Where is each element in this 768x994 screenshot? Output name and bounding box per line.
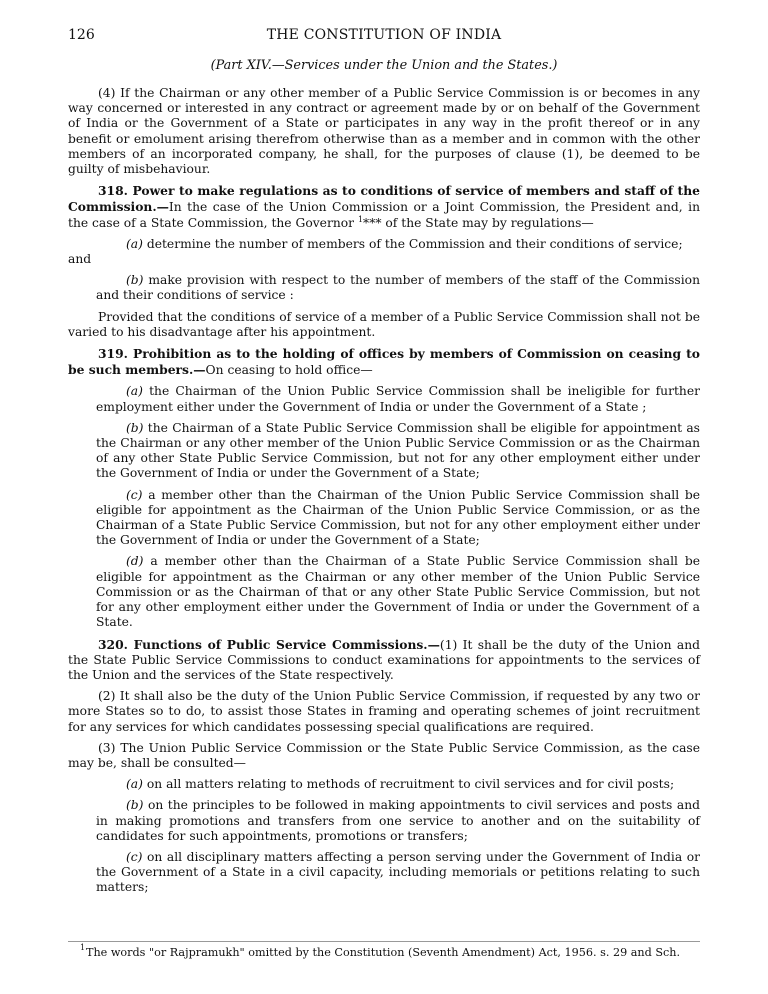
clause-text: on the principles to be followed in making appointments to civil services and posts and in making promotions and transfers from one service to another and on the suitability of candidates for such appointments, promotions or transfers; <box>96 798 700 843</box>
clause-text: on all matters relating to methods of recruitment to civil services and for civil posts; <box>142 777 675 792</box>
section-319-a <box>96 384 700 414</box>
clause-text: determine the number of members of the Commission and their conditions of service; <box>142 236 683 251</box>
clause-text: a member other than the Chairman of a State Public Service Commission shall be eligible for appointment as the Chairman or any other member of the Union Public Service Commission or as the Chairman of that or any other State Public Service Commission, but not for any other employment either under the Government of India or under the Government of a State. <box>96 554 700 630</box>
page-number: 126 <box>68 27 95 43</box>
section-318-heading: 318. Power to make regulations as to conditions of service of members and staff of the Commission.— <box>68 183 700 215</box>
section-318-text-b: *** of the State may by regulations— <box>363 215 594 230</box>
section-318 <box>68 183 700 231</box>
clause-text: on all disciplinary matters affecting a person serving under the Government of India or the Government of a State in a civil capacity, including memorials or petitions relating to such matters; <box>96 849 700 895</box>
section-319 <box>68 346 700 378</box>
section-319-c <box>96 488 700 549</box>
clause-label: (b) <box>126 798 144 813</box>
document-title: THE CONSTITUTION OF INDIA <box>266 27 502 43</box>
section-318-proviso: Provided that the conditions of service of a member of a Public Service Commission shall not be varied to his disadvantage after his appointment. <box>68 309 700 339</box>
section-320-clause-1: (1) It shall be the duty of the Union and the State Public Service Commissions to conduct examinations for appointments to the services of the Union and the services of the State respectively. <box>68 637 700 682</box>
section-318-b <box>96 273 700 303</box>
section-319-d <box>96 554 700 630</box>
clause-label: (c) <box>126 487 143 502</box>
clause-text: make provision with respect to the number of members of the staff of the Commission and their conditions of service : <box>96 273 700 303</box>
clause-label: (d) <box>126 554 144 569</box>
section-320-3-b <box>96 798 700 844</box>
section-320-3-a <box>96 777 700 792</box>
footnote-text: The words "or Rajpramukh" omitted by the Constitution (Seventh Amendment) Act, 1956. s. 29 and Sch. <box>86 946 681 959</box>
clause-label: (a) <box>126 777 143 792</box>
section-320-heading: 320. Functions of Public Service Commissions.— <box>98 636 440 652</box>
footnote-reference: 1 <box>357 214 364 224</box>
footnote-divider <box>68 941 700 942</box>
section-319-text: On ceasing to hold office— <box>205 363 373 378</box>
footnote <box>80 943 706 959</box>
section-318-text-a: In the case of the Union Commission or a Joint Commission, the President and, in the case of a State Commission, the Governor <box>68 200 700 230</box>
clause-label: (c) <box>126 849 143 864</box>
clause-label: (a) <box>126 236 143 251</box>
section-319-heading: 319. Prohibition as to the holding of offices by members of Commission on ceasing to be such members.— <box>68 346 700 378</box>
section-319-b <box>96 421 700 482</box>
section-318-and: and <box>68 252 92 267</box>
clause-text: the Chairman of a State Public Service Commission shall be eligible for appointment as the Chairman or any other member of the Union Public Service Commission or as the Chairman of any other State Public Service Commission, but not for any other employment either under the Government of India or under the Government of a State; <box>96 420 700 481</box>
clause-text: the Chairman of the Union Public Service Commission shall be ineligible for further employment either under the Government of India or under the Government of a State ; <box>96 384 700 414</box>
footnote-mark: 1 <box>80 943 86 952</box>
section-320 <box>68 637 700 684</box>
page-header <box>68 27 700 47</box>
section-318-a <box>96 237 700 252</box>
section-320-clause-3: (3) The Union Public Service Commission or the State Public Service Commission, as the case may be, shall be consulted— <box>68 740 700 770</box>
section-320-clause-2: (2) It shall also be the duty of the Union Public Service Commission, if requested by any two or more States so to do, to assist those States in framing and operating schemes of joint recruitment for any services for which candidates possessing special qualifications are required. <box>68 689 700 734</box>
part-subtitle: (Part XIV.—Services under the Union and the States.) <box>210 58 558 73</box>
clause-label: (b) <box>126 273 144 288</box>
section-320-3-c <box>96 850 700 896</box>
clause-317-4: (4) If the Chairman or any other member of a Public Service Commission is or becomes in any way concerned or interested in any contract or agreement made by or on behalf of the Government of India or the Government of a State or participates in any way in the profit thereof or in any benefit or emolument arising therefrom otherwise than as a member and in common with the other members of an incorporated company, he shall, for the purposes of clause (1), be deemed to be guilty of misbehaviour. <box>68 86 700 177</box>
document-body <box>68 86 700 902</box>
clause-text: a member other than the Chairman of the Union Public Service Commission shall be eligible for appointment as the Chairman of the Union Public Service Commission, or as the Chairman of a State Public Service Commission, but not for any other employment either under the Government of India or under the Government of a State; <box>96 487 700 548</box>
clause-label: (b) <box>126 420 144 435</box>
clause-label: (a) <box>126 384 143 399</box>
